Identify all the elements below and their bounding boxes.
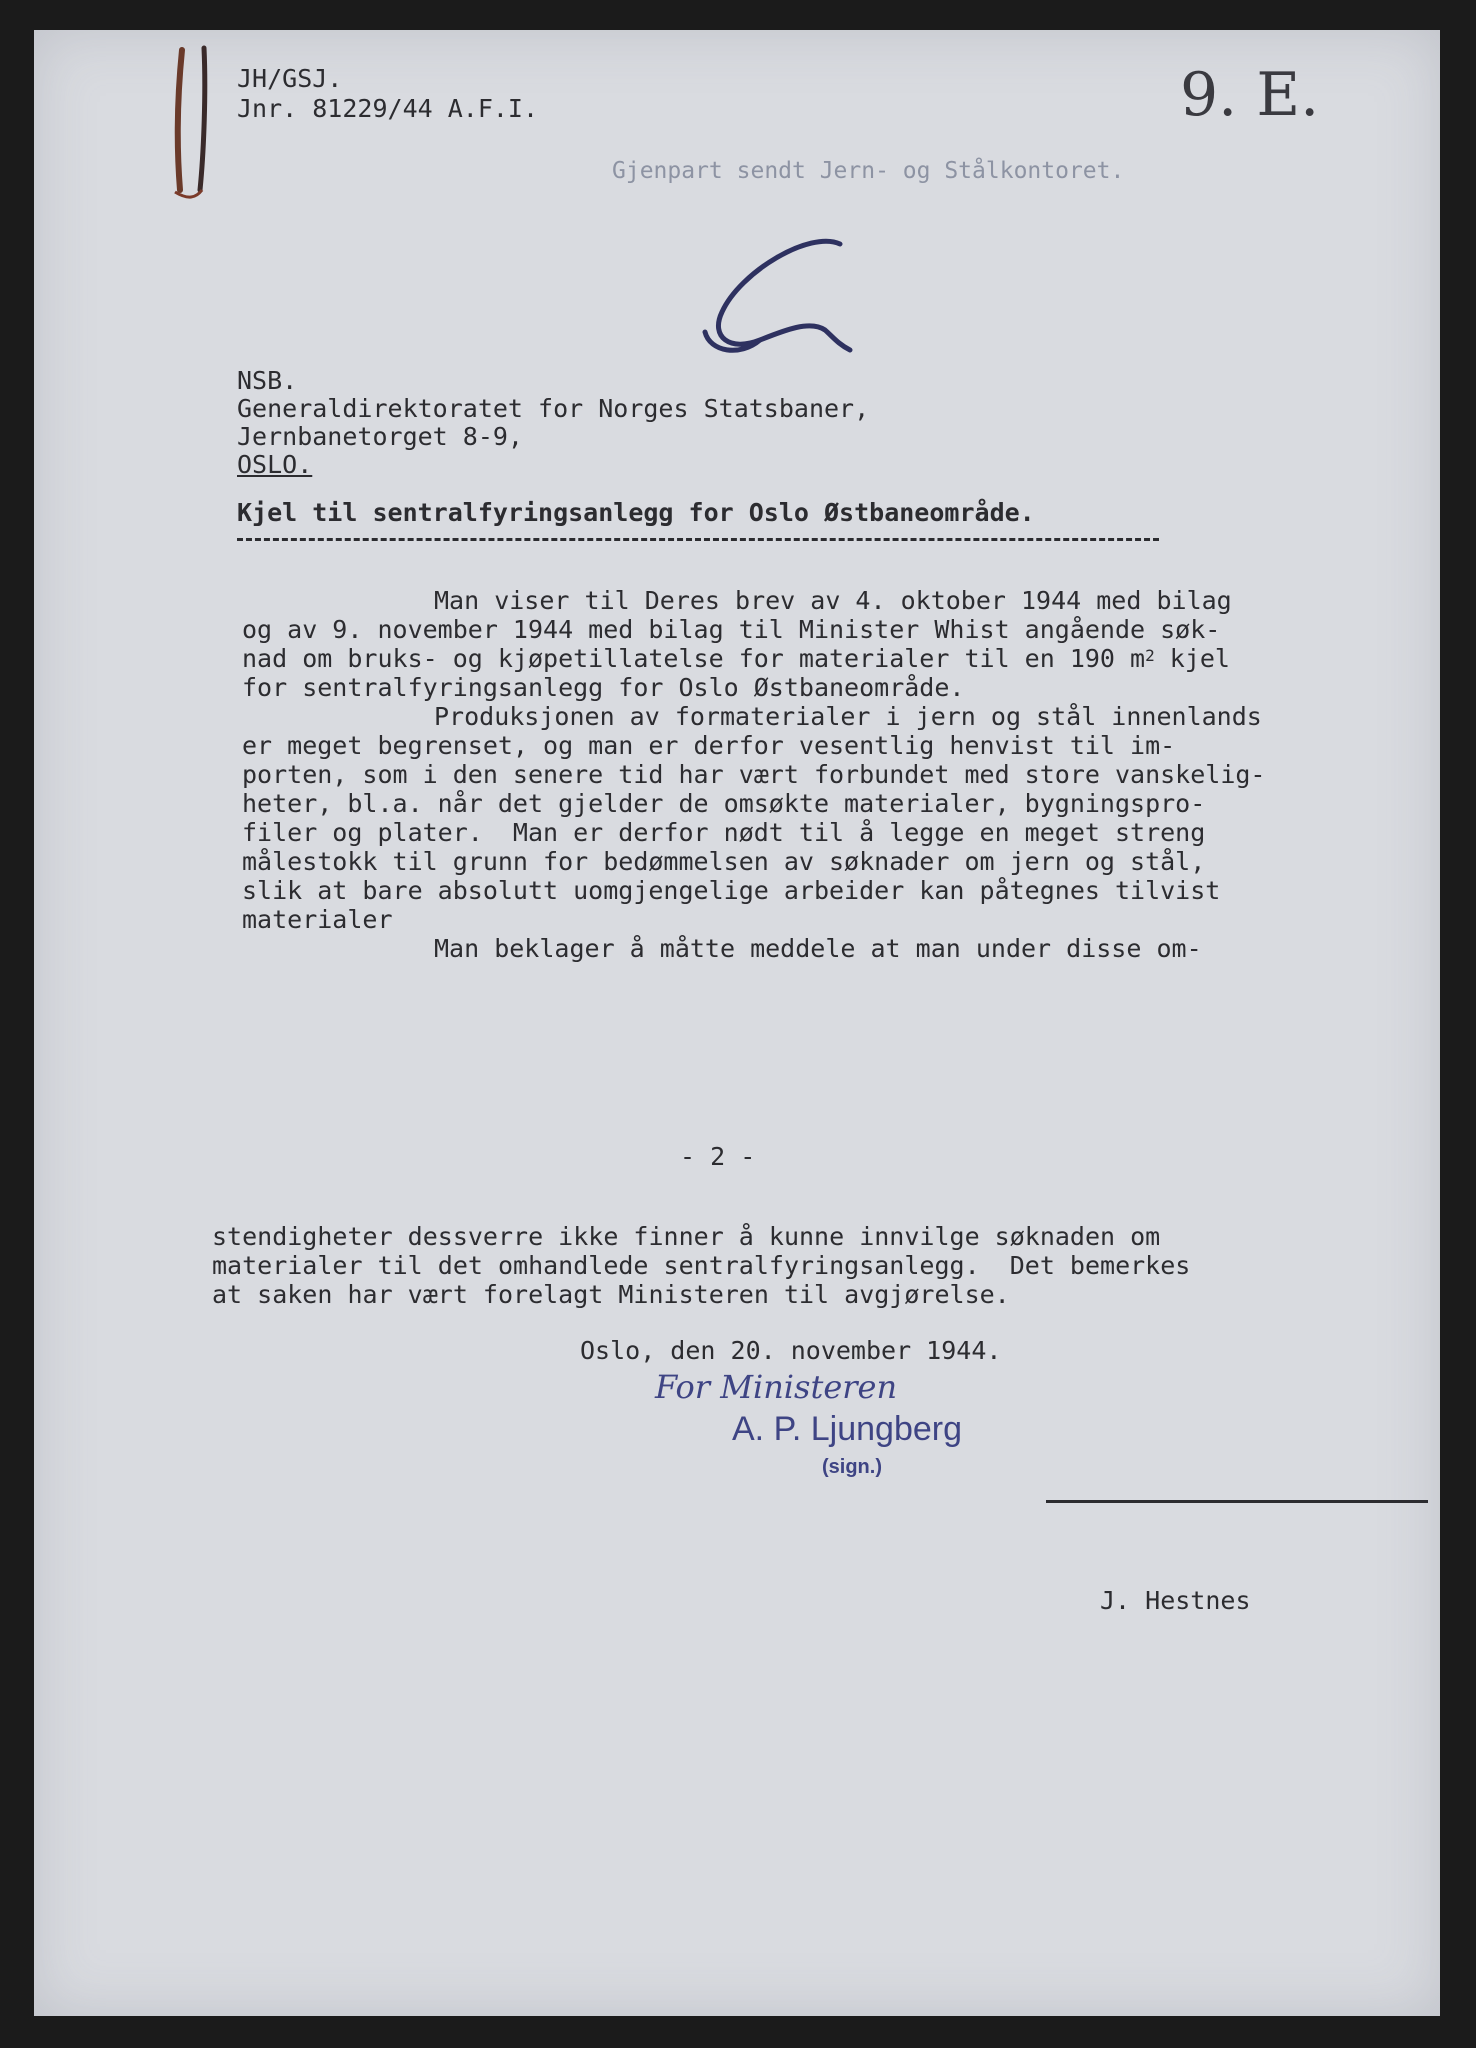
kjel-word: kjel	[1154, 644, 1230, 673]
body-line: filer og plater. Man er derfor nødt til å legge en meget streng	[242, 818, 1206, 847]
body-line: er meget begrenset, og man er derfor vesentlig henvist til im-	[242, 731, 1176, 760]
body-line: nad om bruks- og kjøpetillatelse for materialer til en 190 m	[242, 644, 1146, 673]
date-line: Oslo, den 20. november 1944.	[580, 1336, 1002, 1365]
body-line: Produksjonen av formaterialer i jern og stål innenlands	[434, 702, 1262, 731]
signature-line	[1046, 1500, 1428, 1503]
body-line: at saken har vært forelagt Ministeren til avgjørelse.	[212, 1280, 1010, 1309]
body-line: heter, bl.a. når det gjelder de omsøkte materialer, bygningspro-	[242, 789, 1206, 818]
body-line: og av 9. november 1944 med bilag til Minister Whist angående søk-	[242, 615, 1221, 644]
stamp-sign: (sign.)	[822, 1456, 882, 1478]
recipient-city: OSLO.	[237, 450, 313, 479]
signatory-name: J. Hestnes	[1100, 1586, 1251, 1615]
page-number: - 2 -	[680, 1142, 756, 1171]
body-line-kjel	[242, 646, 1230, 672]
body-line: målestokk til grunn for bedømmelsen av søknader om jern og stål,	[242, 847, 1206, 876]
copy-note: Gjenpart sendt Jern- og Stålkontoret.	[612, 158, 1125, 184]
initials: JH/GSJ.	[237, 64, 343, 93]
body-line: Man beklager å måtte meddele at man under disse om-	[434, 934, 1202, 963]
body-line: for sentralfyringsanlegg for Oslo Østbaneområde.	[242, 673, 965, 702]
subject-underline	[237, 538, 1159, 541]
body-line: Man viser til Deres brev av 4. oktober 1944 med bilag	[434, 586, 1232, 615]
initial-scribble	[700, 232, 870, 372]
subject-line: Kjel til sentralfyringsanlegg for Oslo Østbaneområde.	[237, 498, 1035, 527]
body-line: stendigheter dessverre ikke finner å kunne innvilge søknaden om	[212, 1222, 1161, 1251]
stamp-name: A. P. Ljungberg	[732, 1410, 962, 1448]
superscript-2: 2	[1145, 645, 1155, 665]
archive-mark: 9. E.	[1180, 60, 1320, 130]
body-line: slik at bare absolutt uomgjengelige arbeider kan påtegnes tilvist	[242, 876, 1221, 905]
recipient-line1: NSB.	[237, 366, 298, 395]
recipient-line2: Generaldirektoratet for Norges Statsbaner,	[237, 394, 870, 423]
stamp-for-line: For Ministeren	[655, 1368, 898, 1406]
body-line: materialer	[242, 905, 393, 934]
margin-marks	[160, 40, 220, 200]
body-line: porten, som i den senere tid har vært forbundet med store vanskelig-	[242, 760, 1266, 789]
body-line: materialer til det omhandlede sentralfyringsanlegg. Det bemerkes	[212, 1251, 1191, 1280]
recipient-line3: Jernbanetorget 8-9,	[237, 422, 523, 451]
journal-number: Jnr. 81229/44 A.F.I.	[237, 94, 539, 123]
